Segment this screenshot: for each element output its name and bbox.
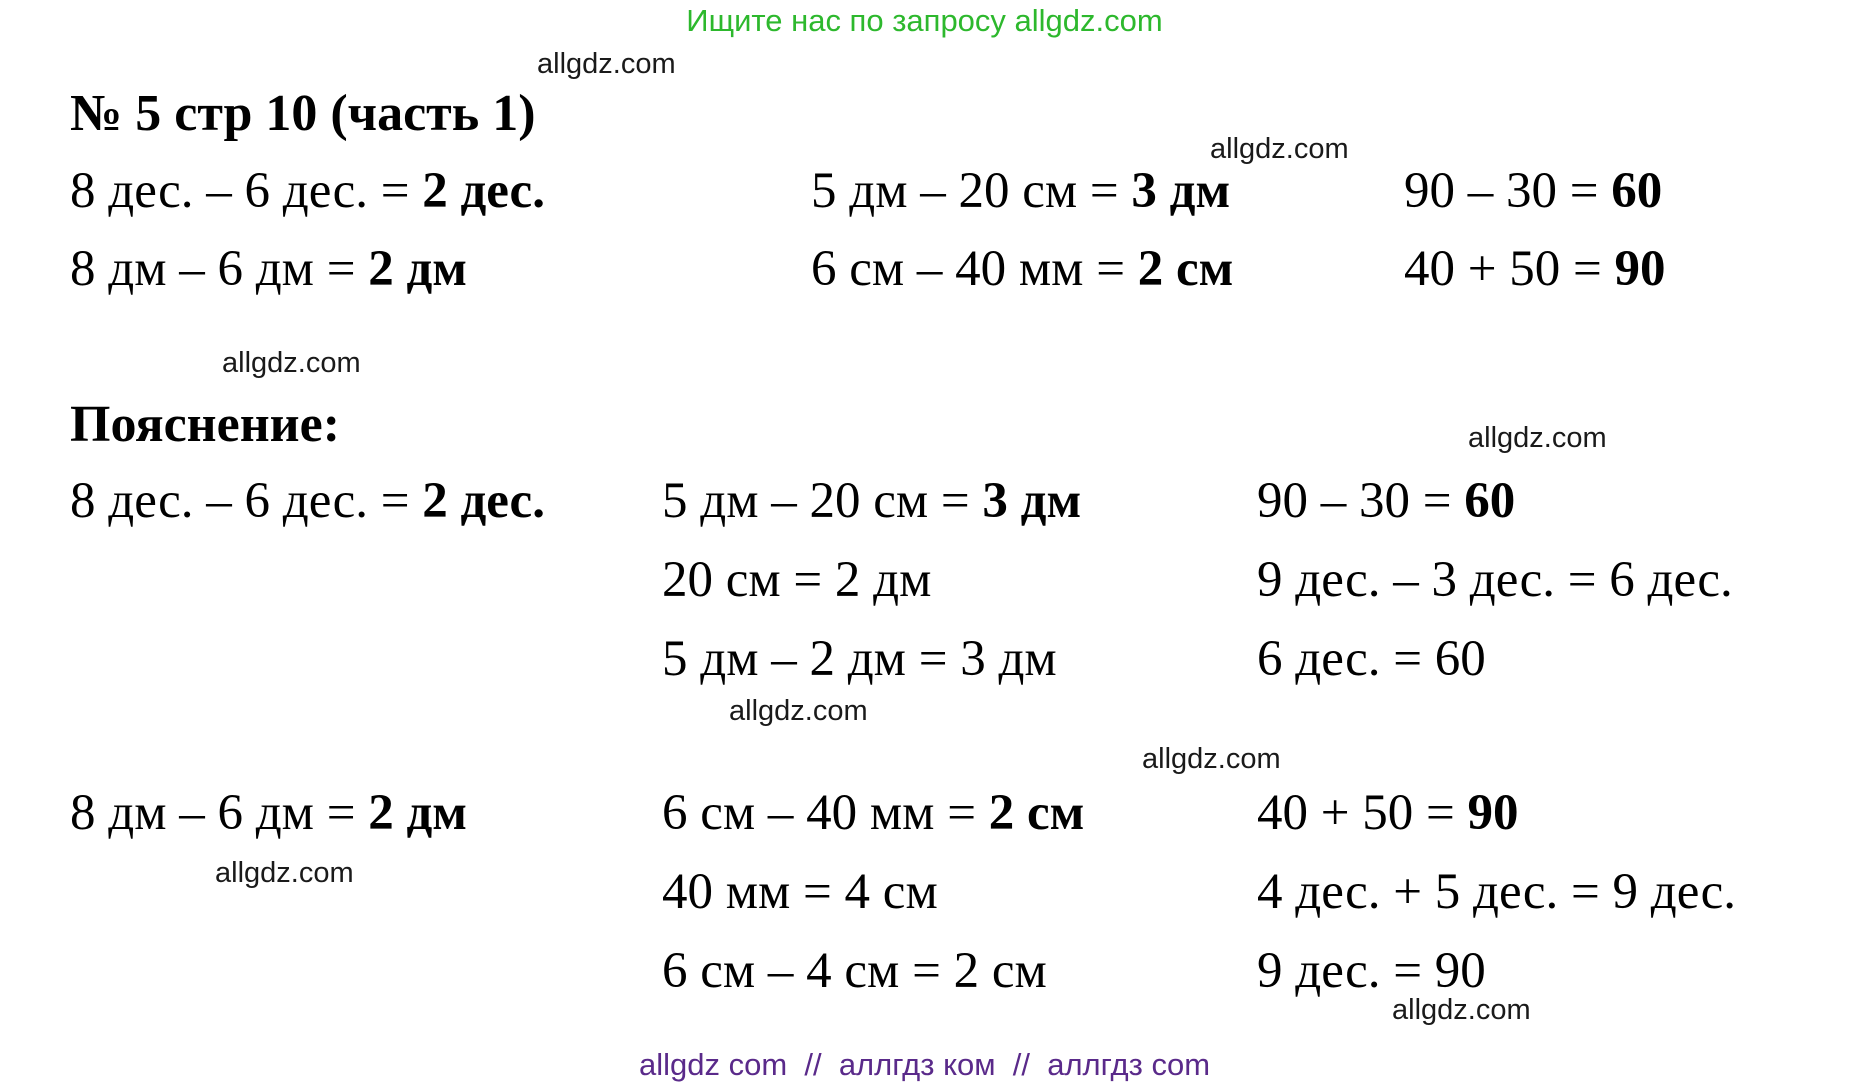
answer-expression: 90 – 30 = 60 xyxy=(1404,163,1663,219)
watermark: allgdz.com xyxy=(729,695,868,727)
explanation-expression: 6 см – 40 мм = 2 см xyxy=(662,785,1085,841)
explanation-result: 2 дм xyxy=(368,785,468,841)
search-banner: Ищите нас по запросу allgdz.com xyxy=(686,3,1163,38)
answer-result: 2 дес. xyxy=(422,163,545,219)
explanation-step: 9 дес. = 90 xyxy=(1257,943,1486,999)
explanation-step: 6 дес. = 60 xyxy=(1257,631,1486,687)
explanation-step: 40 мм = 4 см xyxy=(662,864,938,920)
answer-expression: 5 дм – 20 см = 3 дм xyxy=(811,163,1231,219)
answer-expression: 8 дм – 6 дм = 2 дм xyxy=(70,241,468,297)
explanation-result: 2 см xyxy=(988,785,1085,841)
watermark: allgdz.com xyxy=(1142,743,1281,775)
watermark: allgdz.com xyxy=(1210,133,1349,165)
explanation-expression: 90 – 30 = 60 xyxy=(1257,473,1516,529)
answer-result: 3 дм xyxy=(1131,163,1231,219)
explanation-step: 4 дес. + 5 дес. = 9 дес. xyxy=(1257,864,1736,920)
answer-expression: 6 см – 40 мм = 2 см xyxy=(811,241,1234,297)
watermark: allgdz.com xyxy=(222,347,361,379)
explanation-expression: 8 дес. – 6 дес. = 2 дес. xyxy=(70,473,545,529)
answer-result: 2 см xyxy=(1137,241,1234,297)
answer-result: 90 xyxy=(1614,241,1666,297)
footer-watermark: allgdz com // аллгдз ком // аллгдз com xyxy=(638,1047,1211,1082)
exercise-title: № 5 стр 10 (часть 1) xyxy=(70,85,536,142)
explanation-result: 3 дм xyxy=(982,473,1082,529)
watermark: allgdz.com xyxy=(537,48,676,80)
explanation-result: 2 дес. xyxy=(422,473,545,529)
explanation-expression: 8 дм – 6 дм = 2 дм xyxy=(70,785,468,841)
explanation-result: 60 xyxy=(1464,473,1516,529)
watermark: allgdz.com xyxy=(1392,994,1531,1026)
answer-result: 60 xyxy=(1611,163,1663,219)
explanation-step: 9 дес. – 3 дес. = 6 дес. xyxy=(1257,552,1733,608)
explanation-expression: 40 + 50 = 90 xyxy=(1257,785,1519,841)
explanation-expression: 5 дм – 20 см = 3 дм xyxy=(662,473,1082,529)
explanation-step: 6 см – 4 см = 2 см xyxy=(662,943,1047,999)
watermark: allgdz.com xyxy=(215,857,354,889)
answer-result: 2 дм xyxy=(368,241,468,297)
answer-expression: 40 + 50 = 90 xyxy=(1404,241,1666,297)
explanation-heading: Пояснение: xyxy=(70,396,341,453)
explanation-step: 20 см = 2 дм xyxy=(662,552,932,608)
answer-expression: 8 дес. – 6 дес. = 2 дес. xyxy=(70,163,545,219)
explanation-result: 90 xyxy=(1467,785,1519,841)
watermark: allgdz.com xyxy=(1468,422,1607,454)
explanation-step: 5 дм – 2 дм = 3 дм xyxy=(662,631,1057,687)
